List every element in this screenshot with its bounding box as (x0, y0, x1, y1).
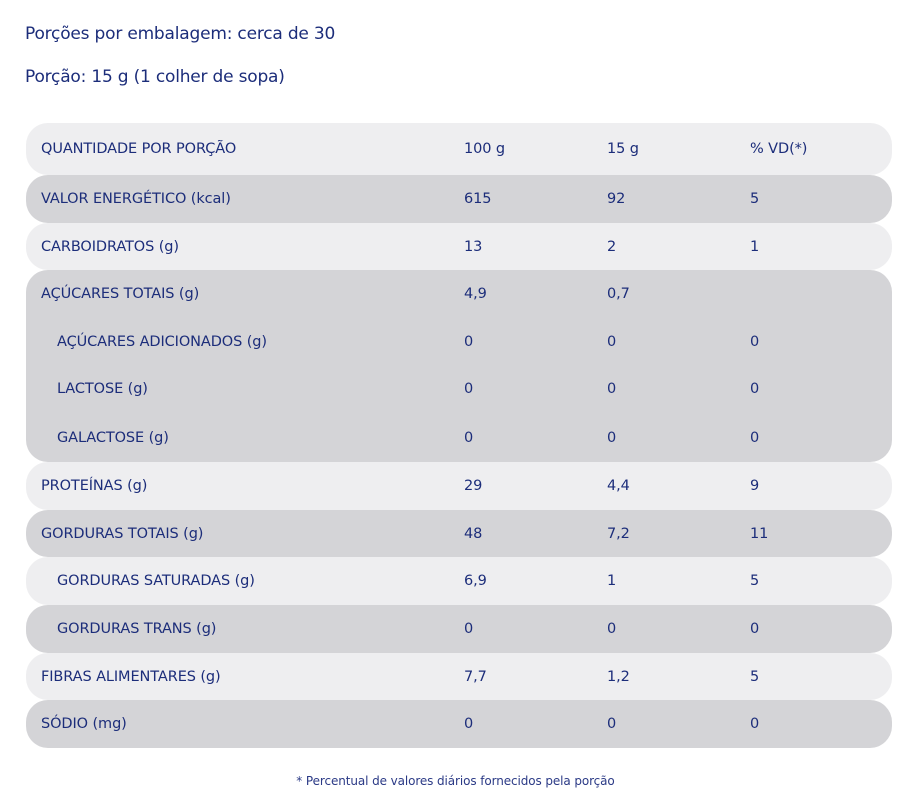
row-label: AÇÚCARES TOTAIS (g) (41, 286, 200, 302)
row-value-15g: 7,2 (607, 525, 630, 542)
table-row-energy (26, 175, 892, 223)
row-value-vd: 0 (750, 381, 760, 397)
row-value-vd: 0 (750, 429, 760, 446)
row-value-vd: 5 (750, 191, 760, 207)
row-value-100g: 0 (464, 333, 474, 350)
row-label: GORDURAS TRANS (g) (57, 621, 217, 637)
row-value-15g: 0 (607, 429, 617, 446)
row-value-100g: 6,9 (464, 573, 487, 589)
table-row-galactose (26, 413, 892, 462)
table-row-protein (26, 462, 892, 510)
row-label: AÇÚCARES ADICIONADOS (g) (57, 333, 267, 350)
row-value-15g: 1,2 (607, 668, 630, 685)
row-value-15g: 0,7 (607, 286, 630, 302)
row-label: CARBOIDRATOS (g) (41, 238, 179, 255)
table-row-sodium (26, 700, 892, 748)
header-15g: 15 g (607, 141, 639, 157)
nutrition-table (26, 123, 892, 748)
row-value-vd: 11 (750, 525, 769, 542)
row-value-100g: 0 (464, 716, 474, 732)
row-value-vd: 0 (750, 716, 760, 732)
row-value-100g: 7,7 (464, 668, 487, 685)
row-label: GORDURAS SATURADAS (g) (57, 573, 255, 589)
row-value-100g: 48 (464, 525, 483, 542)
header-100g: 100 g (464, 141, 505, 157)
row-label: VALOR ENERGÉTICO (kcal) (41, 191, 231, 207)
row-value-100g: 0 (464, 381, 474, 397)
table-row-total-fat (26, 510, 892, 557)
table-row-lactose (26, 365, 892, 413)
row-value-100g: 29 (464, 478, 483, 494)
row-label: SÓDIO (mg) (41, 716, 127, 732)
row-value-100g: 4,9 (464, 286, 487, 302)
sugars-group (26, 270, 892, 462)
row-value-100g: 0 (464, 429, 474, 446)
row-label: FIBRAS ALIMENTARES (g) (41, 668, 221, 685)
row-value-100g: 13 (464, 238, 483, 255)
table-row-added-sugars (26, 318, 892, 365)
row-value-vd: 0 (750, 621, 760, 637)
table-row-carbs (26, 223, 892, 270)
servings-per-package: Porções por embalagem: cerca de 30 (25, 24, 336, 44)
row-label: GALACTOSE (g) (57, 429, 169, 446)
row-value-vd: 5 (750, 668, 760, 685)
table-row-total-sugars (26, 270, 892, 318)
header-vd: % VD(*) (750, 141, 808, 157)
header-label: QUANTIDADE POR PORÇÃO (41, 141, 237, 157)
row-value-15g: 0 (607, 621, 617, 637)
row-value-15g: 92 (607, 191, 626, 207)
table-row-saturated-fat (26, 557, 892, 605)
row-value-15g: 0 (607, 333, 617, 350)
row-label: LACTOSE (g) (57, 381, 148, 397)
row-value-vd: 9 (750, 478, 760, 494)
row-value-vd: 0 (750, 333, 760, 350)
table-header-row (26, 123, 892, 175)
row-value-vd: 1 (750, 238, 760, 255)
row-value-15g: 2 (607, 238, 617, 255)
row-value-15g: 1 (607, 573, 617, 589)
row-value-15g: 0 (607, 381, 617, 397)
table-row-trans-fat (26, 605, 892, 653)
table-row-fiber (26, 653, 892, 700)
row-value-100g: 615 (464, 191, 492, 207)
footnote: * Percentual de valores diários fornecidos pela porção (296, 774, 615, 788)
row-value-15g: 4,4 (607, 478, 630, 494)
row-label: PROTEÍNAS (g) (41, 478, 148, 494)
row-label: GORDURAS TOTAIS (g) (41, 525, 204, 542)
portion-size: Porção: 15 g (1 colher de sopa) (25, 67, 285, 87)
row-value-100g: 0 (464, 621, 474, 637)
row-value-vd: 5 (750, 573, 760, 589)
row-value-15g: 0 (607, 716, 617, 732)
